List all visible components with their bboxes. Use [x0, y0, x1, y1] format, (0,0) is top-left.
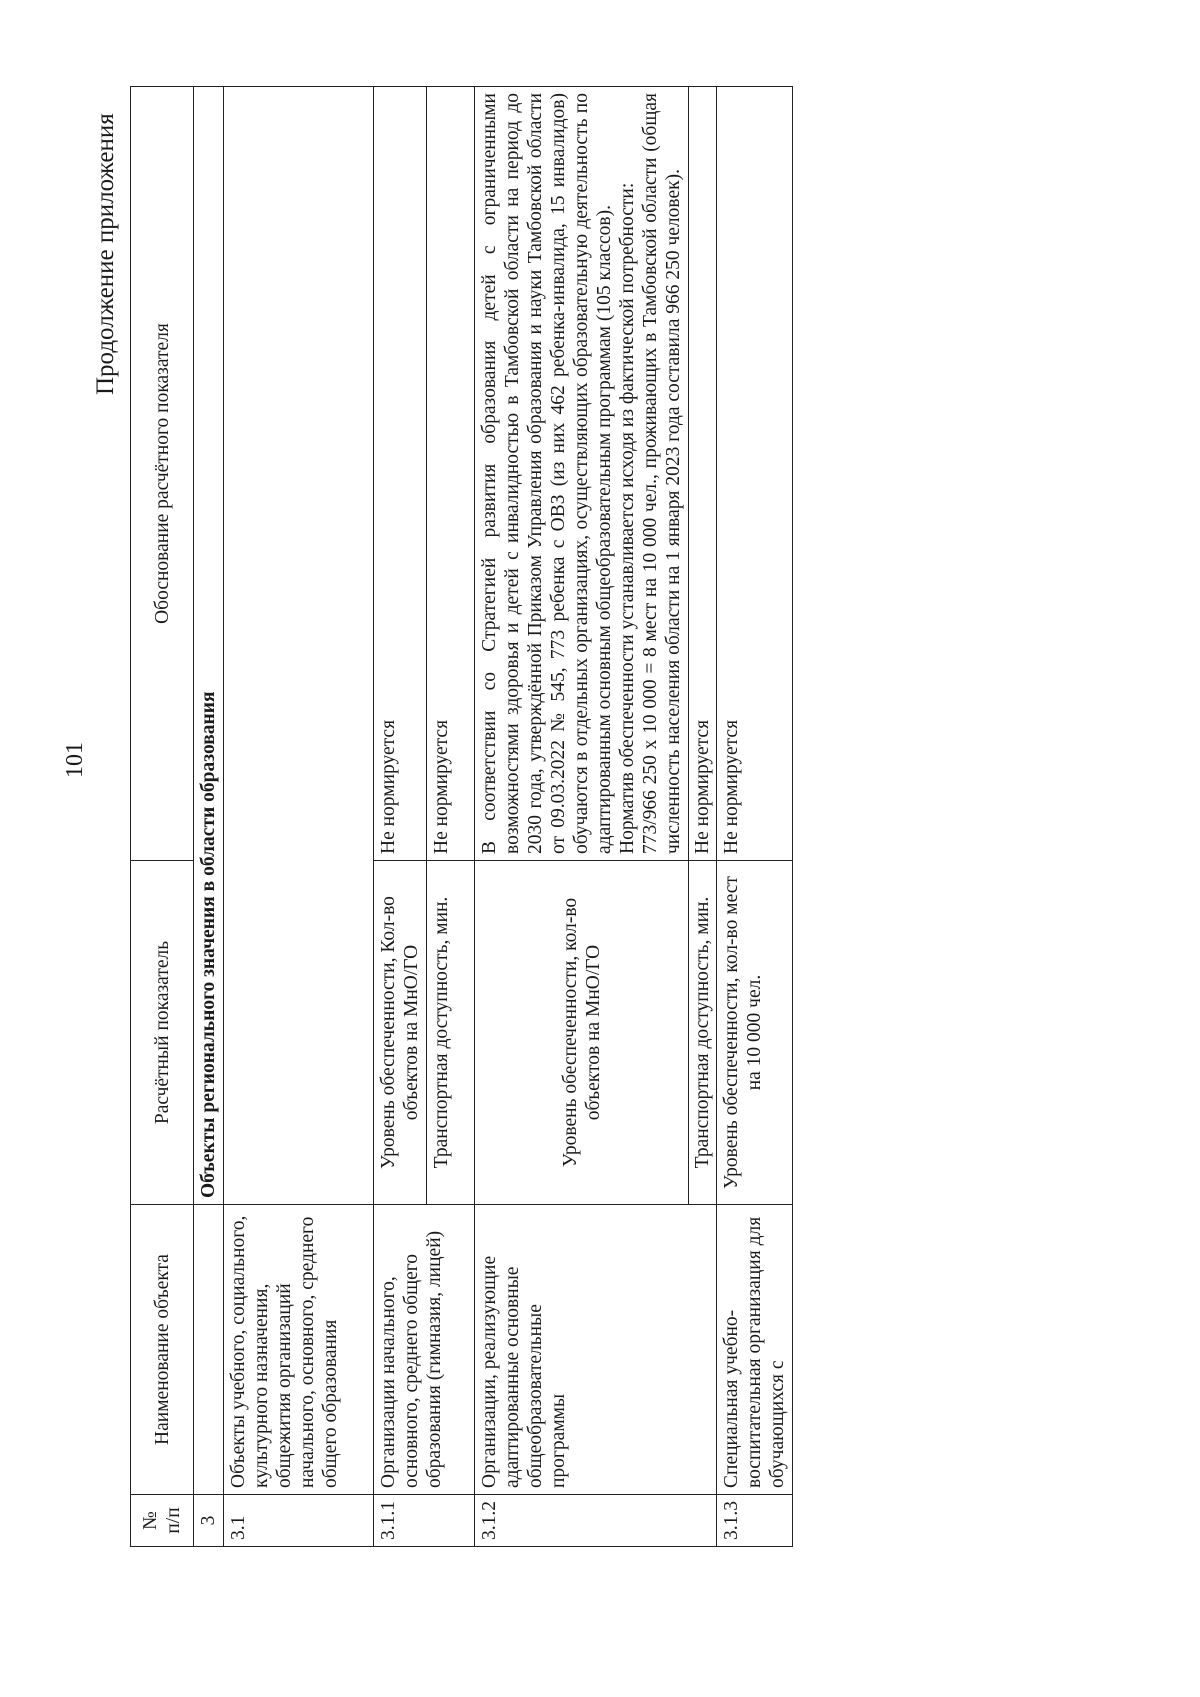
row-indicator: Уровень обеспеченности, Кол-во объектов на МнО/ГО — [374, 861, 427, 1205]
header-justification: Обоснование расчётного показателя — [131, 87, 194, 861]
row-justification: Не нормируется — [374, 87, 427, 861]
row-num: 3.1.2 — [475, 1495, 717, 1547]
section-empty — [194, 1205, 224, 1495]
indicators-table — [130, 86, 793, 1547]
table-header-row — [131, 87, 194, 1547]
table-row — [475, 87, 689, 1547]
row-num: 3.1 — [224, 1495, 374, 1547]
row-indicator: Уровень обеспеченности, кол-во объектов на МнО/ГО — [475, 861, 689, 1205]
row-justification — [475, 87, 689, 861]
section-num: 3 — [194, 1495, 224, 1547]
section-title: Объекты регионального значения в области образования — [194, 87, 224, 1205]
row-num: 3.1.3 — [717, 1495, 793, 1547]
header-num: № п/п — [131, 1495, 194, 1547]
page-number: 101 — [62, 742, 88, 778]
row-name: Организации начального, основного, среднего общего образования (гимназия, лицей) — [374, 1205, 475, 1495]
row-indicator: Транспортная доступность, мин. — [689, 861, 717, 1205]
justification-paragraph: В соответствии со Стратегией развития образования детей с ограниченными возможностями здоровья и детей с инвалидностью в Тамбовской области на период до 2030 года, утверждённой Приказом Управления образования и науки Тамбовской области от 09.03.2022 № 545, 773 ребенка с ОВЗ (из них 462 ребенка-инвалида, 15 инвалидов) обучаются в отдельных организациях, осуществляющих образовательную деятельность по адаптированным основным общеобразовательным программам (105 классов). — [479, 93, 615, 854]
header-indicator: Расчётный показатель — [131, 861, 194, 1205]
row-empty — [224, 87, 374, 1205]
row-indicator: Транспортная доступность, мин. — [427, 861, 475, 1205]
row-justification: Не нормируется — [717, 87, 793, 861]
table-row — [374, 87, 427, 1547]
justification-paragraph: 773/966 250 х 10 000 = 8 мест на 10 000 чел., проживающих в Тамбовской области (общая численность населения области на 1 января 2023 года составила 966 250 человек). — [640, 93, 684, 854]
justification-paragraph: Норматив обеспеченности устанавливается исходя из фактической потребности: — [617, 182, 638, 854]
continuation-heading: Продолжение приложения — [92, 113, 119, 395]
header-name: Наименование объекта — [131, 1205, 194, 1495]
row-indicator: Уровень обеспеченности, кол-во мест на 10 000 чел. — [717, 861, 793, 1205]
row-name: Организации, реализующие адаптированные основные общеобразовательные программы — [475, 1205, 717, 1495]
row-name: Объекты учебного, социального, культурного назначения, общежития организаций начального, основного, среднего общего образования — [224, 1205, 374, 1495]
row-num: 3.1.1 — [374, 1495, 475, 1547]
row-name: Специальная учебно-воспитательная организация для обучающихся с — [717, 1205, 793, 1495]
row-justification: Не нормируется — [427, 87, 475, 861]
row-justification: Не нормируется — [689, 87, 717, 861]
rotated-table-wrapper — [130, 87, 793, 1547]
table-row — [717, 87, 793, 1547]
section-row — [194, 87, 224, 1547]
table-row — [224, 87, 374, 1547]
